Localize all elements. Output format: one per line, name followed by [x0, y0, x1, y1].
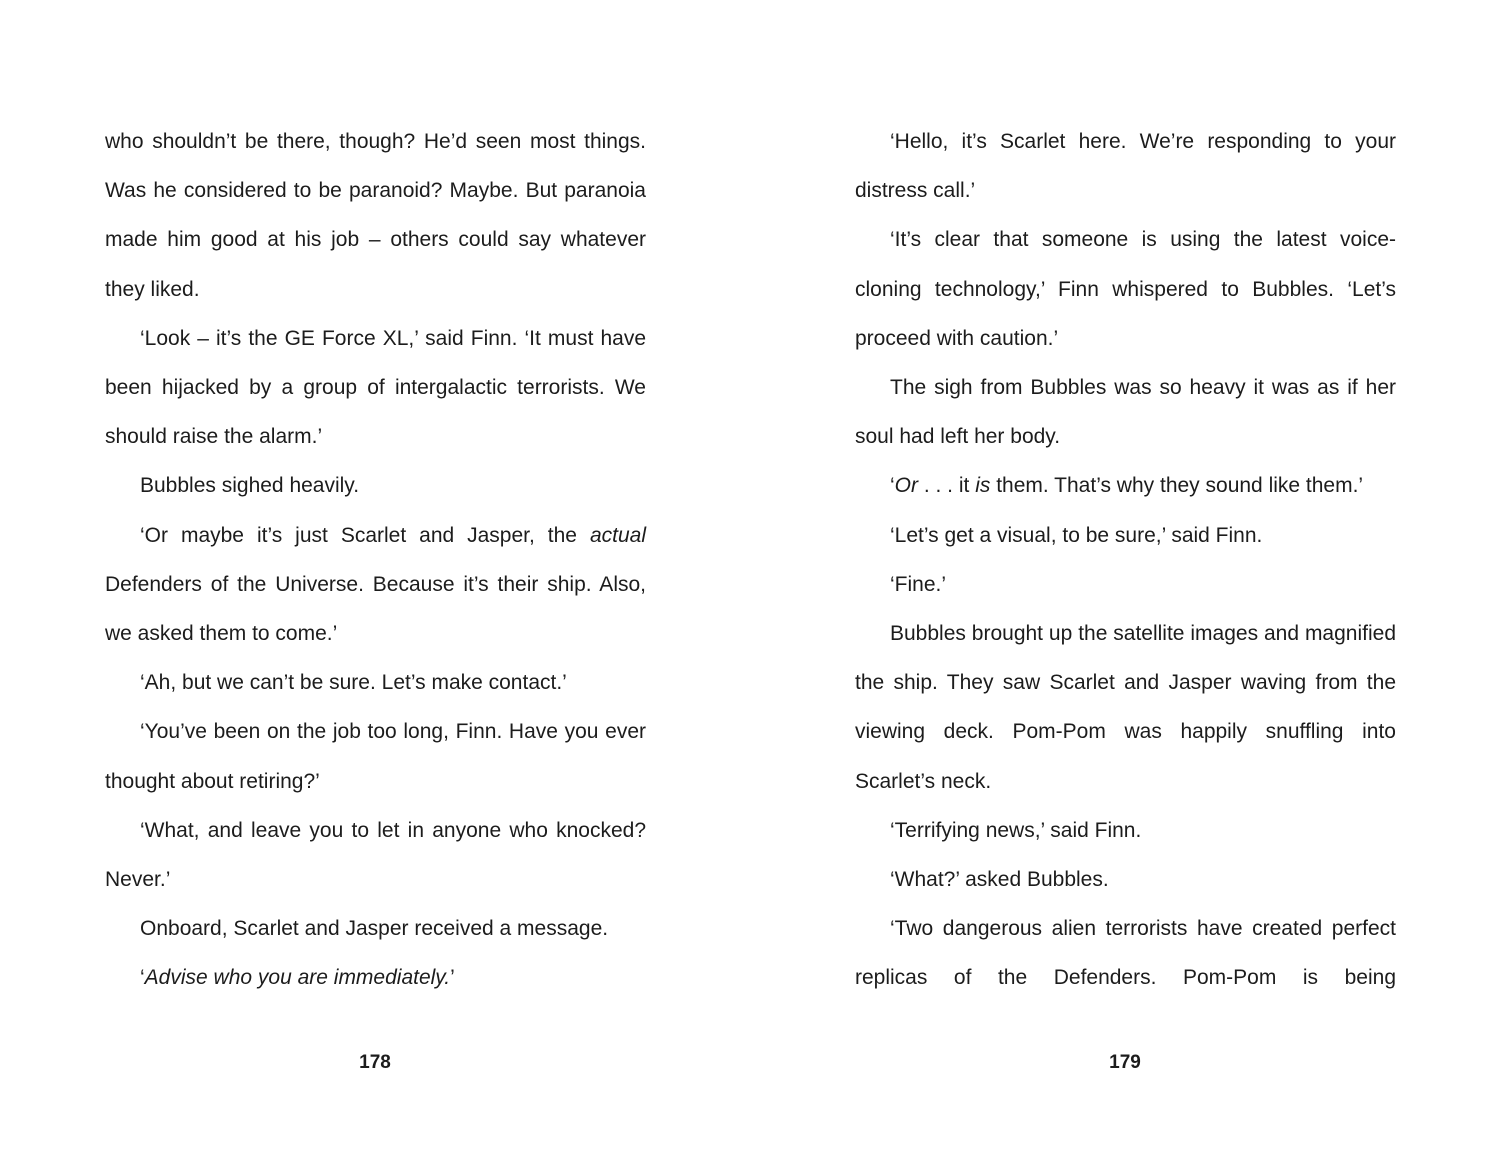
- emphasis-text: Or: [894, 474, 918, 498]
- paragraph: ‘Let’s get a visual, to be sure,’ said Finn.: [890, 523, 1263, 547]
- paragraph: ‘You’ve been on the job too long, Finn. Have you ever thought about retiring?’: [105, 720, 646, 793]
- emphasis-text: Advise who you are immediately.: [144, 966, 451, 990]
- paragraph: ‘What?’ asked Bubbles.: [890, 868, 1109, 892]
- paragraph: [105, 953, 646, 1002]
- paragraph: Onboard, Scarlet and Jasper received a message.: [140, 917, 609, 941]
- paragraph: [105, 511, 646, 659]
- paragraph: Bubbles brought up the satellite images and magnified the ship. They saw Scarlet and Jasper waving from the viewing deck. Pom-Pom was happily snuffling into Scarlet’s neck.: [855, 622, 1396, 793]
- paragraph-text: ’: [450, 966, 455, 990]
- paragraph: The sigh from Bubbles was so heavy it was as if her soul had left her body.: [855, 376, 1396, 449]
- paragraph: ‘Terrifying news,’ said Finn.: [890, 818, 1142, 842]
- emphasis-text: actual: [589, 523, 646, 547]
- page-number-left: 178: [359, 1052, 391, 1073]
- paragraph-text: ‘Or maybe it’s just Scarlet and Jasper, the: [140, 523, 590, 547]
- emphasis-text: is: [975, 474, 991, 498]
- paragraph: ‘Ah, but we can’t be sure. Let’s make contact.’: [140, 671, 567, 695]
- paragraph: ‘Look – it’s the GE Force XL,’ said Finn. ‘It must have been hijacked by a group of intergalactic terrorists. We should raise the alarm.’: [105, 326, 646, 449]
- page-number-right: 179: [1109, 1052, 1141, 1073]
- paragraph-text: them. That’s why they sound like them.’: [990, 474, 1364, 498]
- left-page-text: [105, 117, 646, 1003]
- right-page-text: [855, 117, 1396, 1003]
- paragraph-text: ‘: [140, 966, 145, 990]
- paragraph: Bubbles sighed heavily.: [140, 474, 360, 498]
- paragraph: ‘Fine.’: [890, 572, 947, 596]
- paragraph-text: Defenders of the Universe. Because it’s their ship. Also, we asked them to come.’: [105, 572, 646, 646]
- paragraph: who shouldn’t be there, though? He’d seen most things. Was he considered to be paranoid? Maybe. But paranoia made him good at his job – others could say whatever they liked.: [105, 130, 646, 301]
- paragraph: ‘Two dangerous alien terrorists have created perfect replicas of the Defenders. Pom-Pom is being: [855, 917, 1396, 990]
- paragraph-text: ‘: [890, 474, 895, 498]
- paragraph: ‘It’s clear that someone is using the latest voice-cloning technology,’ Finn whispered to Bubbles. ‘Let’s proceed with caution.’: [855, 228, 1396, 350]
- paragraph-text: . . . it: [918, 474, 976, 498]
- paragraph: ‘What, and leave you to let in anyone who knocked? Never.’: [105, 818, 646, 892]
- paragraph: ‘Hello, it’s Scarlet here. We’re responding to your distress call.’: [855, 130, 1396, 203]
- paragraph: [855, 461, 1396, 510]
